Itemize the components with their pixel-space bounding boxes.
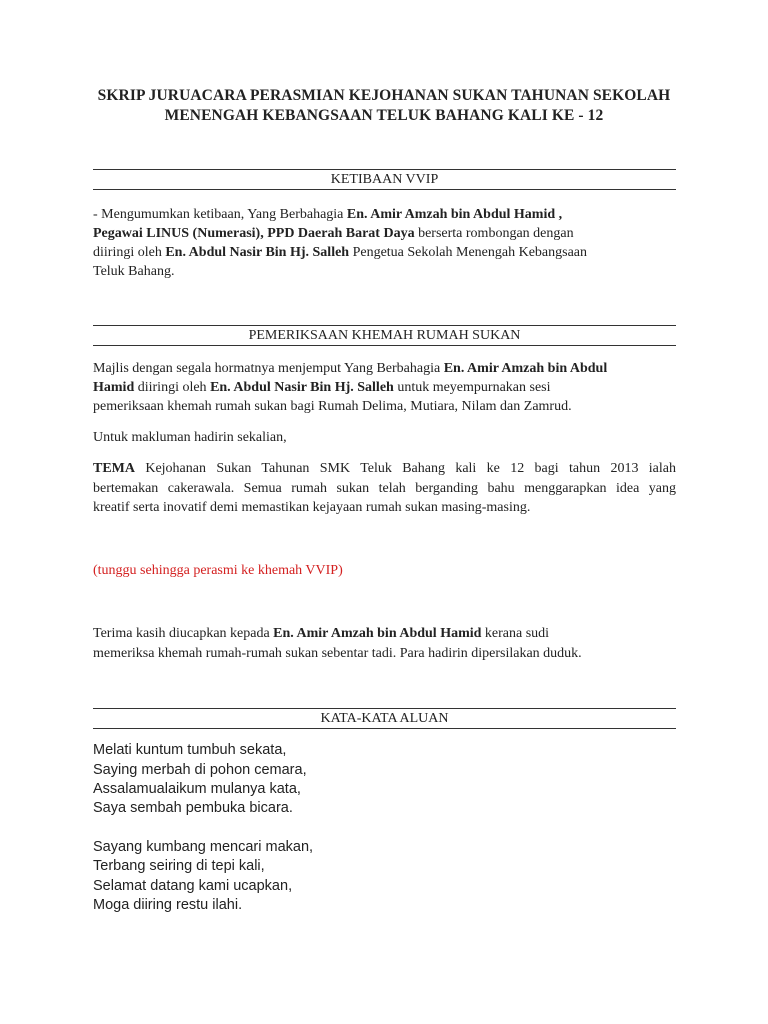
- ketibaan-line-3: diiringi oleh En. Abdul Nasir Bin Hj. Salleh Pengetua Sekolah Menengah Kebangsaan: [93, 245, 588, 260]
- tema-line-1: TEMA Kejohanan Sukan Tahunan SMK Teluk Bahang kali ke 12 bagi tahun 2013 ialah: [93, 461, 676, 476]
- thanks-line-1: Terima kasih diucapkan kepada En. Amir Amzah bin Abdul Hamid kerana sudi: [93, 626, 550, 641]
- pantun-1-line: Saying merbah di pohon cemara,: [93, 762, 307, 778]
- pantun-2-line: Sayang kumbang mencari makan,: [93, 839, 314, 855]
- pantun-1-line: Assalamualaikum mulanya kata,: [93, 781, 301, 797]
- section-heading-pemeriksaan: PEMERIKSAAN KHEMAH RUMAH SUKAN: [248, 328, 521, 343]
- section-heading-ketibaan: KETIBAAN VVIP: [330, 172, 439, 187]
- pantun-2-line: Moga diiring restu ilahi.: [93, 897, 243, 913]
- ketibaan-line-4: Teluk Bahang.: [93, 264, 175, 279]
- pemeriksaan-line-3: pemeriksaan khemah rumah sukan bagi Rumah Delima, Mutiara, Nilam dan Zamrud.: [93, 399, 572, 414]
- vvip-office: PPD Daerah Barat Daya: [267, 226, 415, 241]
- thanks-line-2: memeriksa khemah rumah-rumah sukan sebentar tadi. Para hadirin dipersilakan duduk.: [93, 646, 582, 661]
- section-rule-top: [93, 169, 676, 170]
- section-heading-aluan: KATA-KATA ALUAN: [320, 711, 449, 726]
- section-rule-bottom: [93, 345, 676, 346]
- tema-label: TEMA: [93, 461, 135, 476]
- ketibaan-line-1: - Mengumumkan ketibaan, Yang Berbahagia En. Amir Amzah bin Abdul Hamid ,: [93, 207, 563, 222]
- section-rule-top: [93, 325, 676, 326]
- pantun-2-line: Selamat datang kami ucapkan,: [93, 878, 293, 894]
- section-rule-bottom: [93, 728, 676, 729]
- pantun-2-line: Terbang seiring di tepi kali,: [93, 858, 265, 874]
- vvip-name: En. Amir Amzah bin Abdul Hamid ,: [346, 207, 563, 222]
- section-rule-bottom: [93, 189, 676, 190]
- principal-name: En. Abdul Nasir Bin Hj. Salleh: [165, 245, 350, 260]
- pantun-1-line: Melati kuntum tumbuh sekata,: [93, 742, 287, 758]
- document-title-line-1: SKRIP JURUACARA PERASMIAN KEJOHANAN SUKAN TAHUNAN SEKOLAH: [97, 87, 671, 104]
- pemeriksaan-paragraph-2: Untuk makluman hadirin sekalian,: [93, 430, 287, 445]
- document-title-line-2: MENENGAH KEBANGSAAN TELUK BAHANG KALI KE - 12: [164, 107, 604, 124]
- stage-direction-note: (tunggu sehingga perasmi ke khemah VVIP): [93, 563, 343, 578]
- vvip-title: Pegawai LINUS (Numerasi),: [93, 226, 268, 241]
- ketibaan-line-2: Pegawai LINUS (Numerasi), PPD Daerah Barat Daya berserta rombongan dengan: [93, 226, 574, 241]
- pemeriksaan-line-2: Hamid diiringi oleh En. Abdul Nasir Bin Hj. Salleh untuk meyempurnakan sesi: [93, 380, 551, 395]
- tema-line-2: bertemakan cakerawala. Semua rumah sukan telah berganding bahu menggarapkan idea yang: [93, 481, 676, 496]
- pemeriksaan-line-1: Majlis dengan segala hormatnya menjemput Yang Berbahagia En. Amir Amzah bin Abdul: [93, 361, 608, 376]
- section-rule-top: [93, 708, 676, 709]
- pantun-1-line: Saya sembah pembuka bicara.: [93, 800, 293, 816]
- tema-line-3: kreatif serta inovatif demi memastikan kejayaan rumah sukan masing-masing.: [93, 500, 531, 515]
